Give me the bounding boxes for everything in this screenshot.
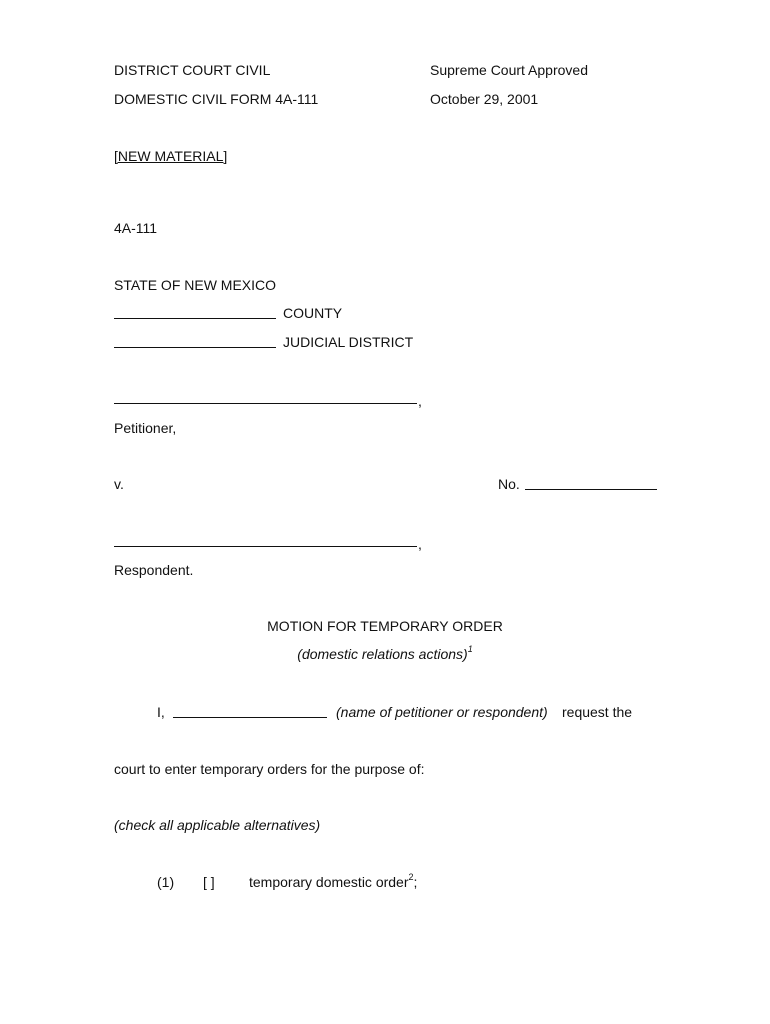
intro-suffix: request the xyxy=(562,704,633,720)
respondent-comma: , xyxy=(418,536,422,552)
party-name-hint: (name of petitioner or respondent) xyxy=(336,704,548,720)
option-text: temporary domestic order xyxy=(249,874,409,890)
instruction-text: (check all applicable alternatives) xyxy=(114,817,321,833)
new-material-label: [NEW MATERIAL] xyxy=(114,148,228,164)
approval-date: October 29, 2001 xyxy=(430,91,539,107)
option-checkbox[interactable]: [ ] xyxy=(203,874,215,890)
judicial-district-label: JUDICIAL DISTRICT xyxy=(283,334,414,350)
respondent-label: Respondent. xyxy=(114,562,194,578)
motion-subtitle-text: (domestic relations actions) xyxy=(297,646,468,662)
county-blank[interactable] xyxy=(114,318,276,319)
party-name-blank[interactable] xyxy=(173,717,327,718)
state-label: STATE OF NEW MEXICO xyxy=(114,277,277,293)
petitioner-name-blank[interactable] xyxy=(114,403,417,404)
option-label xyxy=(249,872,418,890)
motion-subtitle xyxy=(0,644,770,662)
option-end: ; xyxy=(413,874,418,890)
form-name-label: DOMESTIC CIVIL FORM 4A-111 xyxy=(114,91,319,107)
petitioner-comma: , xyxy=(418,393,422,409)
county-label: COUNTY xyxy=(283,305,343,321)
footnote-marker-2: 2 xyxy=(408,872,414,882)
case-number-blank[interactable] xyxy=(525,489,657,490)
intro-prefix: I, xyxy=(157,704,165,720)
petitioner-label: Petitioner, xyxy=(114,420,177,436)
approval-label: Supreme Court Approved xyxy=(430,62,588,78)
option-number: (1) xyxy=(157,874,175,890)
versus-label: v. xyxy=(114,476,124,492)
form-number: 4A-111 xyxy=(114,220,158,236)
purpose-line: court to enter temporary orders for the purpose of: xyxy=(114,761,425,777)
respondent-name-blank[interactable] xyxy=(114,546,417,547)
footnote-marker-1: 1 xyxy=(467,644,473,654)
judicial-district-blank[interactable] xyxy=(114,347,276,348)
case-number-label: No. xyxy=(498,476,520,492)
motion-title: MOTION FOR TEMPORARY ORDER xyxy=(267,618,503,634)
court-type-label: DISTRICT COURT CIVIL xyxy=(114,62,271,78)
